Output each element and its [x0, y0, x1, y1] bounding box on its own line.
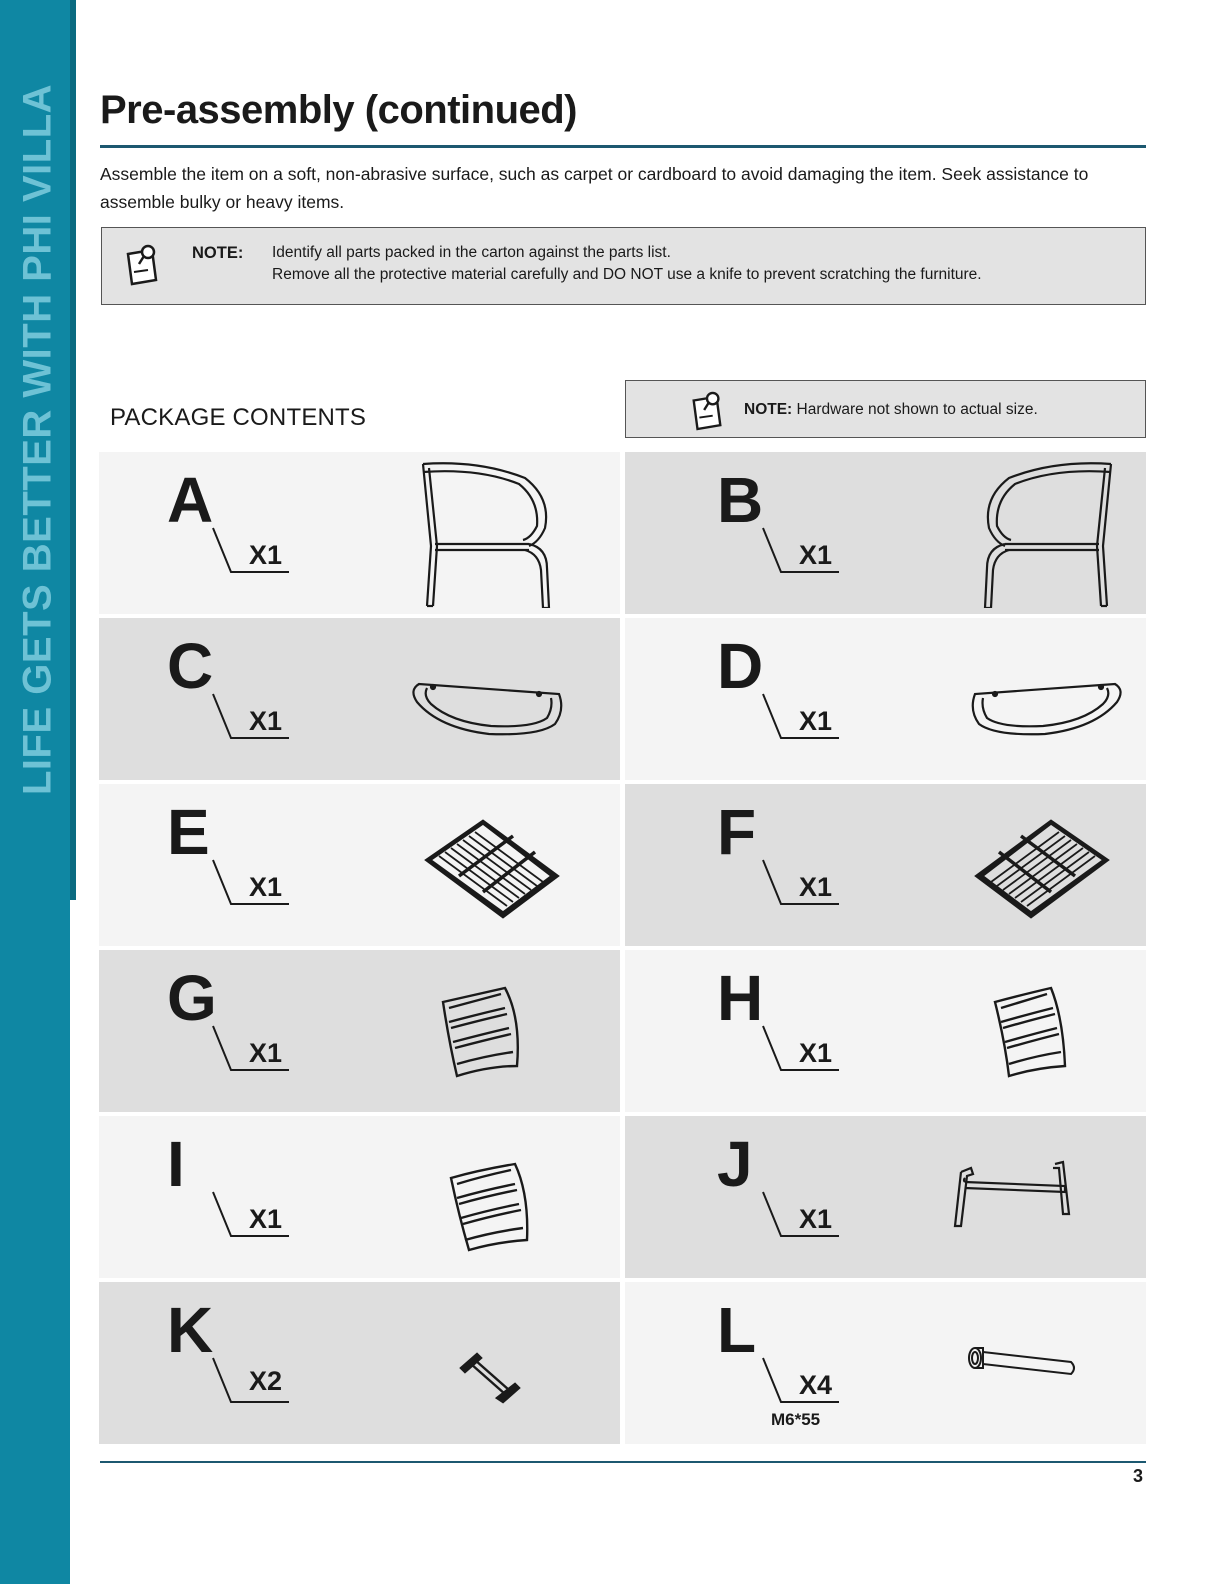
bolt-icon — [935, 1288, 1155, 1438]
back-panel-icon — [379, 1122, 599, 1272]
part-letter: I — [167, 1128, 185, 1200]
slatted-panel-icon — [935, 790, 1155, 940]
part-cell-h — [625, 950, 1146, 1112]
note-line: Identify all parts packed in the carton against the parts list. — [272, 244, 671, 261]
backrest-rail-icon — [935, 624, 1155, 774]
crossbar-frame-icon — [935, 1122, 1155, 1272]
part-cell-i — [99, 1116, 620, 1278]
part-quantity: X1 — [799, 1204, 833, 1234]
part-letter: E — [167, 796, 210, 868]
part-cell-b — [625, 452, 1146, 614]
part-quantity: X1 — [249, 872, 283, 902]
part-letter: A — [167, 464, 214, 536]
intro-paragraph: Assemble the item on a soft, non-abrasive surface, such as carpet or cardboard to avoid damaging the item. Seek assistance to assemble bulky or heavy items. — [100, 164, 1089, 212]
hardware-note-label: NOTE: — [744, 401, 793, 418]
part-letter: F — [717, 796, 757, 868]
part-cell-k — [99, 1282, 620, 1444]
sidebar-band — [0, 0, 70, 1584]
part-cell-j — [625, 1116, 1146, 1278]
hardware-note-text: Hardware not shown to actual size. — [796, 401, 1038, 418]
part-cell-c — [99, 618, 620, 780]
title-divider — [100, 145, 1146, 148]
part-letter: C — [167, 630, 214, 702]
footer-divider — [100, 1461, 1146, 1463]
part-letter: J — [717, 1128, 753, 1200]
part-cell-f — [625, 784, 1146, 946]
part-quantity: X1 — [249, 1204, 283, 1234]
back-panel-icon — [935, 956, 1155, 1106]
hardware-note-box — [625, 380, 1146, 438]
part-quantity: X1 — [249, 706, 283, 736]
part-cell-e — [99, 784, 620, 946]
part-letter: B — [717, 464, 764, 536]
note-line: Remove all the protective material carefully and DO NOT use a knife to prevent scratching the furniture. — [272, 266, 982, 283]
part-quantity: X1 — [249, 1038, 283, 1068]
chair-frame-icon — [935, 458, 1155, 608]
part-quantity: X1 — [249, 540, 283, 570]
part-quantity: X1 — [799, 1038, 833, 1068]
part-cell-l — [625, 1282, 1146, 1444]
part-letter: D — [717, 630, 764, 702]
package-contents-title: PACKAGE CONTENTS — [110, 404, 367, 431]
back-panel-icon — [379, 956, 599, 1106]
part-letter: K — [167, 1294, 214, 1366]
part-quantity: X1 — [799, 706, 833, 736]
part-quantity: X4 — [799, 1370, 833, 1400]
part-quantity: X1 — [799, 540, 833, 570]
slatted-panel-icon — [379, 790, 599, 940]
pushpin-note-icon — [688, 389, 726, 431]
sidebar-edge — [70, 0, 76, 900]
chair-frame-icon — [379, 458, 599, 608]
part-letter: L — [717, 1294, 757, 1366]
part-letter: G — [167, 962, 217, 1034]
part-cell-g — [99, 950, 620, 1112]
pushpin-note-icon — [122, 242, 162, 286]
note-box — [101, 227, 1146, 305]
page-number: 3 — [1133, 1466, 1144, 1486]
backrest-rail-icon — [379, 624, 599, 774]
note-label: NOTE: — [192, 244, 244, 262]
sidebar-slogan: LIFE GETS BETTER WITH PHI VILLA — [15, 83, 60, 795]
part-cell-d — [625, 618, 1146, 780]
page-title: Pre-assembly (continued) — [100, 88, 578, 132]
part-quantity: X2 — [249, 1366, 283, 1396]
part-letter: H — [717, 962, 764, 1034]
part-cell-a — [99, 452, 620, 614]
bracket-icon — [379, 1288, 599, 1438]
part-spec: M6*55 — [771, 1410, 821, 1429]
part-quantity: X1 — [799, 872, 833, 902]
